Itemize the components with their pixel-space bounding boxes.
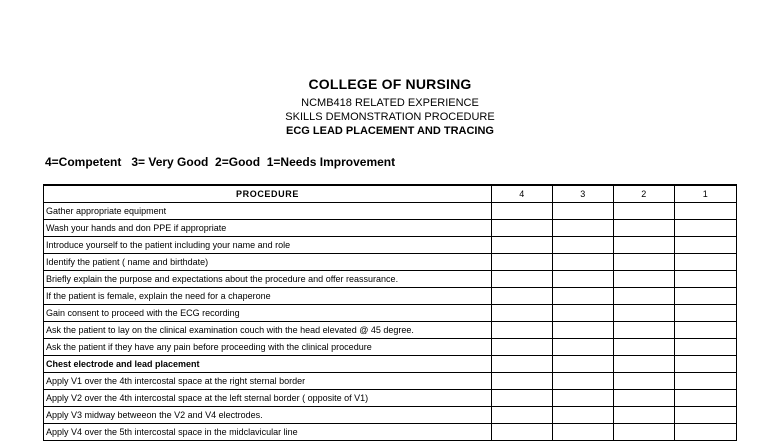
- score-cell-1[interactable]: [675, 339, 737, 356]
- score-cell-1[interactable]: [675, 237, 737, 254]
- document-subtitle: SKILLS DEMONSTRATION PROCEDURE: [285, 111, 495, 123]
- table-row: [44, 203, 737, 220]
- table-header-row: [44, 185, 737, 203]
- score-cell-4[interactable]: [492, 356, 553, 373]
- score-cell-4[interactable]: [492, 220, 553, 237]
- score-cell-3[interactable]: [553, 203, 614, 220]
- table-row: [44, 424, 737, 441]
- course-code: NCMB418 RELATED EXPERIENCE: [301, 97, 479, 109]
- score-cell-3[interactable]: [553, 254, 614, 271]
- procedure-step-text: Identify the patient ( name and birthdate): [44, 254, 492, 271]
- score-cell-1[interactable]: [675, 254, 737, 271]
- score-cell-4[interactable]: [492, 203, 553, 220]
- score-cell-3[interactable]: [553, 407, 614, 424]
- score-cell-4[interactable]: [492, 271, 553, 288]
- header-score-1: 1: [675, 185, 737, 203]
- procedure-step-text: Chest electrode and lead placement: [44, 356, 492, 373]
- score-cell-4[interactable]: [492, 305, 553, 322]
- table-row: [44, 339, 737, 356]
- score-cell-3[interactable]: [553, 339, 614, 356]
- score-cell-2[interactable]: [614, 237, 675, 254]
- score-cell-2[interactable]: [614, 203, 675, 220]
- procedure-step-text: Wash your hands and don PPE if appropriate: [44, 220, 492, 237]
- header-score-4: 4: [492, 185, 553, 203]
- rating-legend: 4=Competent 3= Very Good 2=Good 1=Needs Improvement: [45, 155, 396, 169]
- score-cell-2[interactable]: [614, 390, 675, 407]
- procedure-step-text: Introduce yourself to the patient including your name and role: [44, 237, 492, 254]
- score-cell-1[interactable]: [675, 390, 737, 407]
- score-cell-2[interactable]: [614, 288, 675, 305]
- table-row: [44, 373, 737, 390]
- procedure-step-text: Apply V3 midway betweeon the V2 and V4 electrodes.: [44, 407, 492, 424]
- table-row: [44, 407, 737, 424]
- table-row: [44, 305, 737, 322]
- score-cell-4[interactable]: [492, 237, 553, 254]
- score-cell-4[interactable]: [492, 407, 553, 424]
- table-row: [44, 271, 737, 288]
- score-cell-1[interactable]: [675, 407, 737, 424]
- score-cell-4[interactable]: [492, 322, 553, 339]
- score-cell-3[interactable]: [553, 373, 614, 390]
- score-cell-3[interactable]: [553, 220, 614, 237]
- table-row: [44, 254, 737, 271]
- header-score-3: 3: [553, 185, 614, 203]
- table-row: [44, 237, 737, 254]
- score-cell-3[interactable]: [553, 424, 614, 441]
- score-cell-2[interactable]: [614, 305, 675, 322]
- procedure-step-text: Gather appropriate equipment: [44, 203, 492, 220]
- header-score-2: 2: [614, 185, 675, 203]
- score-cell-4[interactable]: [492, 390, 553, 407]
- score-cell-1[interactable]: [675, 322, 737, 339]
- document-title: COLLEGE OF NURSING: [308, 76, 472, 92]
- procedure-rubric-table: [43, 184, 737, 441]
- score-cell-1[interactable]: [675, 288, 737, 305]
- score-cell-1[interactable]: [675, 203, 737, 220]
- score-cell-2[interactable]: [614, 424, 675, 441]
- procedure-step-text: Briefly explain the purpose and expectations about the procedure and offer reassurance.: [44, 271, 492, 288]
- procedure-step-text: Apply V4 over the 5th intercostal space in the midclavicular line: [44, 424, 492, 441]
- score-cell-3[interactable]: [553, 390, 614, 407]
- score-cell-1[interactable]: [675, 305, 737, 322]
- score-cell-2[interactable]: [614, 373, 675, 390]
- score-cell-1[interactable]: [675, 424, 737, 441]
- score-cell-2[interactable]: [614, 271, 675, 288]
- score-cell-4[interactable]: [492, 373, 553, 390]
- score-cell-3[interactable]: [553, 237, 614, 254]
- table-section-row: [44, 356, 737, 373]
- score-cell-3[interactable]: [553, 271, 614, 288]
- score-cell-4[interactable]: [492, 254, 553, 271]
- score-cell-4[interactable]: [492, 339, 553, 356]
- procedure-title: ECG LEAD PLACEMENT AND TRACING: [286, 125, 494, 137]
- table-row: [44, 288, 737, 305]
- procedure-step-text: Ask the patient to lay on the clinical examination couch with the head elevated @ 45 degree.: [44, 322, 492, 339]
- procedure-step-text: If the patient is female, explain the need for a chaperone: [44, 288, 492, 305]
- score-cell-1[interactable]: [675, 356, 737, 373]
- score-cell-4[interactable]: [492, 424, 553, 441]
- procedure-step-text: Apply V2 over the 4th intercostal space at the left sternal border ( opposite of V1): [44, 390, 492, 407]
- procedure-step-text: Ask the patient if they have any pain before proceeding with the clinical procedure: [44, 339, 492, 356]
- score-cell-1[interactable]: [675, 373, 737, 390]
- score-cell-2[interactable]: [614, 322, 675, 339]
- score-cell-2[interactable]: [614, 356, 675, 373]
- score-cell-2[interactable]: [614, 339, 675, 356]
- score-cell-2[interactable]: [614, 254, 675, 271]
- score-cell-2[interactable]: [614, 220, 675, 237]
- score-cell-4[interactable]: [492, 288, 553, 305]
- score-cell-3[interactable]: [553, 322, 614, 339]
- score-cell-1[interactable]: [675, 271, 737, 288]
- score-cell-3[interactable]: [553, 356, 614, 373]
- score-cell-3[interactable]: [553, 305, 614, 322]
- table-row: [44, 220, 737, 237]
- score-cell-1[interactable]: [675, 220, 737, 237]
- procedure-step-text: Apply V1 over the 4th intercostal space at the right sternal border: [44, 373, 492, 390]
- table-row: [44, 390, 737, 407]
- procedure-step-text: Gain consent to proceed with the ECG recording: [44, 305, 492, 322]
- score-cell-3[interactable]: [553, 288, 614, 305]
- score-cell-2[interactable]: [614, 407, 675, 424]
- table-row: [44, 322, 737, 339]
- header-procedure: PROCEDURE: [44, 185, 492, 203]
